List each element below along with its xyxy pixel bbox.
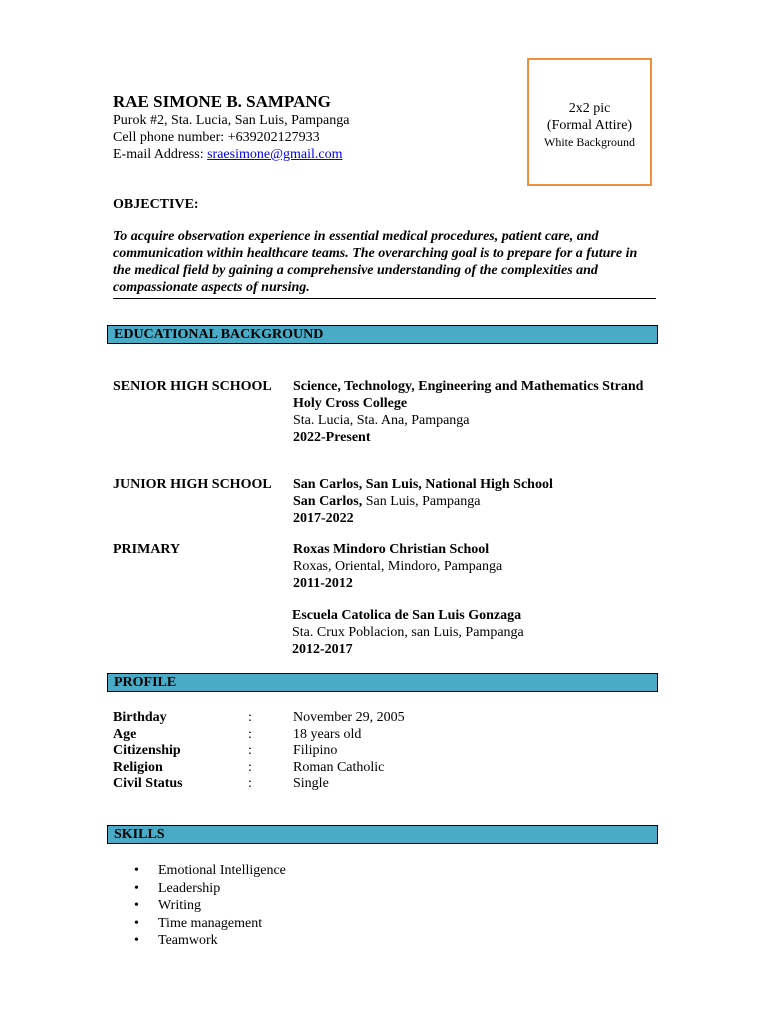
profile-colon: : xyxy=(248,760,252,775)
list-item xyxy=(130,897,286,915)
profile-row xyxy=(0,775,768,792)
email-label: E-mail Address: xyxy=(113,147,208,162)
profile-label: Citizenship xyxy=(113,743,181,758)
profile-row xyxy=(0,726,768,743)
primary-details-2 xyxy=(292,607,524,658)
junior-high-years: 2017-2022 xyxy=(293,511,354,526)
address-text: Purok #2, Sta. Lucia, San Luis, Pampanga xyxy=(113,113,350,128)
profile-label: Birthday xyxy=(113,710,167,725)
senior-high-address: Sta. Lucia, Sta. Ana, Pampanga xyxy=(293,413,470,428)
primary-address-1: Roxas, Oriental, Mindoro, Pampanga xyxy=(293,559,503,574)
junior-high-label: JUNIOR HIGH SCHOOL xyxy=(113,477,272,492)
profile-row xyxy=(0,709,768,726)
list-item xyxy=(130,932,286,950)
primary-school-2: Escuela Catolica de San Luis Gonzaga xyxy=(292,608,522,623)
photo-background-text: White Background xyxy=(544,135,635,149)
profile-colon: : xyxy=(248,776,252,791)
profile-row xyxy=(0,742,768,759)
senior-high-details xyxy=(293,378,643,446)
senior-high-label: SENIOR HIGH SCHOOL xyxy=(113,379,272,394)
junior-high-address xyxy=(293,493,553,510)
profile-value: 18 years old xyxy=(293,727,362,742)
bullet-icon: • xyxy=(134,898,139,913)
email-line xyxy=(113,146,349,163)
profile-row xyxy=(0,759,768,776)
email-link[interactable]: sraesimone@gmail.com xyxy=(207,147,343,162)
primary-details-1 xyxy=(293,541,502,592)
profile-section-header: PROFILE xyxy=(107,673,658,692)
profile-value: November 29, 2005 xyxy=(293,710,405,725)
bullet-icon: • xyxy=(134,915,139,931)
senior-high-strand: Science, Technology, Engineering and Mathematics Strand xyxy=(293,379,644,394)
profile-label: Religion xyxy=(113,760,163,775)
education-section-header: EDUCATIONAL BACKGROUND xyxy=(107,325,658,344)
junior-high-address-bold: San Carlos, xyxy=(293,494,363,509)
skill-text: Leadership xyxy=(158,880,221,896)
list-item xyxy=(130,880,286,898)
photo-size-text: 2x2 pic xyxy=(568,101,611,116)
phone-text: Cell phone number: +639202127933 xyxy=(113,130,320,145)
skill-text: Teamwork xyxy=(158,933,218,948)
profile-colon: : xyxy=(248,727,252,742)
bullet-icon: • xyxy=(134,863,139,878)
junior-high-school: San Carlos, San Luis, National High School xyxy=(293,477,553,492)
bullet-icon: • xyxy=(134,933,139,948)
primary-address-2: Sta. Crux Poblacion, san Luis, Pampanga xyxy=(292,625,524,640)
bullet-icon: • xyxy=(134,880,139,896)
primary-label: PRIMARY xyxy=(113,542,181,557)
profile-label: Age xyxy=(113,727,137,742)
profile-label: Civil Status xyxy=(113,776,183,791)
contact-block xyxy=(113,112,349,163)
objective-heading: OBJECTIVE: xyxy=(113,197,199,212)
profile-value: Filipino xyxy=(293,743,338,758)
skill-text: Writing xyxy=(158,898,201,913)
skills-section-header: SKILLS xyxy=(107,825,658,844)
profile-value: Roman Catholic xyxy=(293,760,385,775)
photo-attire-text: (Formal Attire) xyxy=(546,118,633,133)
profile-colon: : xyxy=(248,743,252,758)
profile-colon: : xyxy=(248,710,252,725)
primary-years-1: 2011-2012 xyxy=(293,576,353,591)
skill-text: Emotional Intelligence xyxy=(158,863,286,878)
primary-school-1: Roxas Mindoro Christian School xyxy=(293,542,490,557)
primary-years-2: 2012-2017 xyxy=(292,642,353,657)
list-item xyxy=(130,862,286,880)
objective-text: To acquire observation experience in essential medical procedures, patient care, and communication within healthcare teams. The overarching goal is to prepare for a future in the medical field by gaining a comprehensive understanding of the complexities and compassionate aspects of nursing. xyxy=(113,228,656,299)
junior-high-address-rest: San Luis, Pampanga xyxy=(362,494,481,509)
senior-high-years: 2022-Present xyxy=(293,430,371,445)
profile-value: Single xyxy=(293,776,329,791)
skills-list xyxy=(130,862,286,950)
photo-placeholder xyxy=(527,58,652,186)
skill-text: Time management xyxy=(158,915,263,931)
senior-high-school: Holy Cross College xyxy=(293,396,408,411)
list-item xyxy=(130,915,286,933)
junior-high-details xyxy=(293,476,553,527)
applicant-name: RAE SIMONE B. SAMPANG xyxy=(113,92,331,111)
